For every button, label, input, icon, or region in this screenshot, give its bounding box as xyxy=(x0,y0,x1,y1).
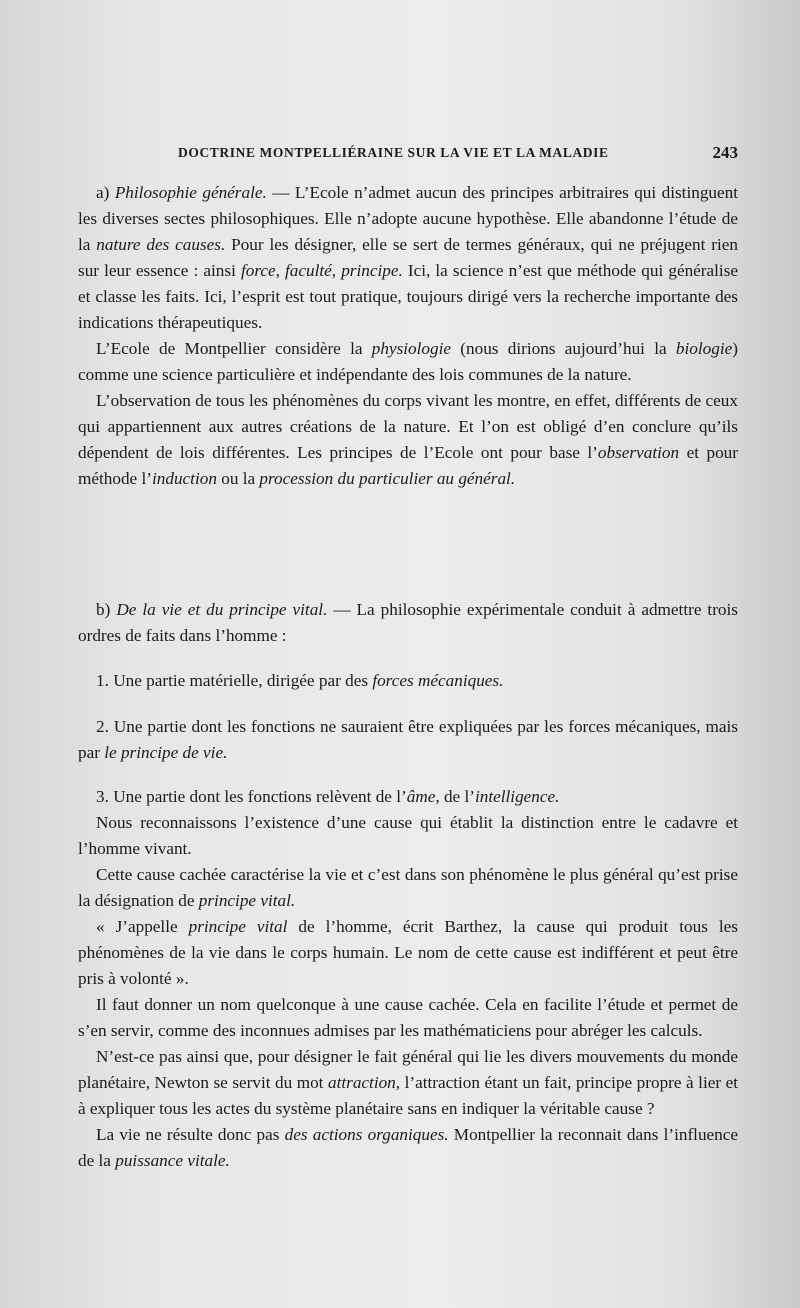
text-run: N’est-ce pas ainsi que, pour désigner le fait général qui lie les divers mouvements du monde planétaire, Newton se servit du mot xyxy=(78,1047,738,1092)
text-run: ou la xyxy=(216,469,260,488)
italic-run: procession du particulier au général. xyxy=(259,469,516,488)
section-b-intro xyxy=(78,597,738,649)
running-header xyxy=(178,145,738,161)
section-title: De la vie et du principe vital. xyxy=(116,600,328,619)
section-a xyxy=(78,180,738,492)
paragraph xyxy=(78,597,738,649)
paragraph xyxy=(78,336,738,388)
paragraph xyxy=(78,668,738,694)
paragraph xyxy=(78,914,738,992)
text-run: La vie ne résulte donc pas xyxy=(96,1125,285,1144)
text-run: (nous dirions aujourd’hui la xyxy=(451,339,676,358)
text-run: 1. Une partie matérielle, dirigée par des xyxy=(96,671,373,690)
italic-run: le principe de vie. xyxy=(104,743,228,762)
italic-run: principe vital xyxy=(188,917,288,936)
italic-run: attraction xyxy=(327,1073,396,1092)
paragraph xyxy=(78,862,738,914)
text-run: — La philosophie expérimentale conduit à admettre trois ordres de faits dans l’homme : xyxy=(78,600,738,645)
paragraph xyxy=(78,784,738,810)
text-run: Pour les désigner, elle se sert de termes généraux, qui ne préjugent rien sur leur essence : ainsi xyxy=(78,235,739,280)
paragraph xyxy=(78,180,738,336)
italic-run: puissance vitale. xyxy=(115,1151,230,1170)
italic-run: principe vital. xyxy=(198,891,296,910)
text-run: — L’Ecole n’admet aucun des principes arbitraires qui distinguent les diverses sectes philosophiques. Elle n’adopte aucune hypothèse. Elle abandonne l’étude de la xyxy=(78,183,739,254)
section-label: a) xyxy=(96,183,110,202)
paragraph: Il faut donner un nom quelconque à une cause cachée. Cela en facilite l’étude et permet de s’en servir, comme des inconnues admises par les mathématiciens pour abréger les calculs. xyxy=(78,995,738,1040)
paragraph xyxy=(78,1122,738,1174)
text-run: « J’appelle xyxy=(96,917,189,936)
italic-run: physiologie xyxy=(371,339,452,358)
text-run: Montpellier la reconnait dans l’influence de la xyxy=(78,1125,739,1170)
paragraph xyxy=(78,1044,738,1122)
section-label: b) xyxy=(96,600,111,619)
text-run: Ici, la science n’est que méthode qui généralise et classe les faits. Ici, l’esprit est tout pratique, toujours dirigé vers la recherche importante des indications thérapeutiques. xyxy=(78,261,739,332)
italic-run: nature des causes. xyxy=(96,235,226,254)
text-run: L’Ecole de Montpellier considère la xyxy=(96,339,372,358)
list-item-1 xyxy=(78,668,738,694)
text-run: , l’attraction étant un fait, principe propre à lier et à expliquer tous les actes du système planétaire sans en indiquer la véritable cause ? xyxy=(78,1073,738,1118)
text-run: L’observation de tous les phénomènes du corps vivant les montre, en effet, différents de ceux qui appartiennent aux autres créations de la nature. Et l’on est obligé d’en conclure qu’ils dépendent de lois différentes. Les principes de l’Ecole ont pour base l’ xyxy=(78,391,738,462)
paragraph xyxy=(78,714,738,766)
italic-run: des actions organiques. xyxy=(284,1125,449,1144)
text-run: 2. Une partie dont les fonctions ne sauraient être expliquées par les forces mécaniques, mais par xyxy=(78,717,738,762)
text-run: , de l’ xyxy=(435,787,475,806)
italic-run: biologie xyxy=(675,339,733,358)
italic-run: observation xyxy=(597,443,680,462)
text-run: ) comme une science particulière et indépendante des lois communes de la nature. xyxy=(78,339,738,384)
text-run: Cette cause cachée caractérise la vie et c’est dans son phénomène le plus général qu’est prise la désignation de xyxy=(78,865,738,910)
header-title: DOCTRINE MONTPELLIÉRAINE SUR LA VIE ET LA MALADIE xyxy=(178,145,609,160)
page-number: 243 xyxy=(712,143,738,162)
text-run: et pour méthode l’ xyxy=(78,443,738,488)
paragraph: Nous reconnaissons l’existence d’une cause qui établit la distinction entre le cadavre et l’homme vivant. xyxy=(78,813,738,858)
italic-run: induction xyxy=(151,469,217,488)
text-run: 3. Une partie dont les fonctions relèvent de l’ xyxy=(96,787,407,806)
italic-run: force, faculté, principe. xyxy=(240,261,403,280)
section-title: Philosophie générale. xyxy=(114,183,267,202)
paragraph xyxy=(78,388,738,492)
italic-run: âme xyxy=(406,787,436,806)
italic-run: intelligence. xyxy=(474,787,560,806)
text-run: de l’homme, écrit Barthez, la cause qui produit tous les phénomènes de la vie dans le corps humain. Le nom de cette cause est indifférent et peut être pris à volonté ». xyxy=(78,917,738,988)
section-b-body xyxy=(78,784,738,1174)
list-item-2 xyxy=(78,714,738,766)
italic-run: forces mécaniques. xyxy=(372,671,504,690)
